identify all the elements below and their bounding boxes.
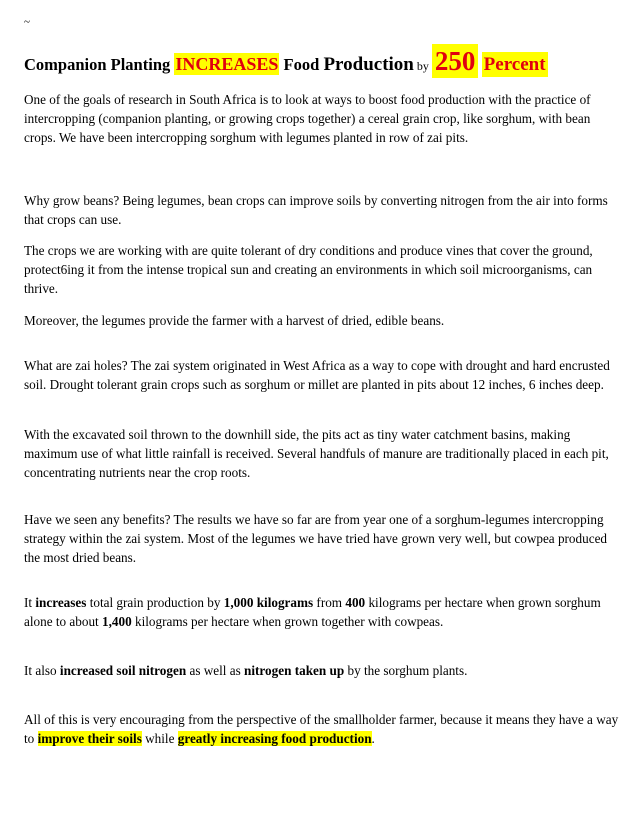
p8-text-i: kilograms per hectare when grown together with cowpeas. <box>131 614 444 629</box>
p8-1000-kg: 1,000 kilograms <box>223 595 314 610</box>
paragraph-zai-holes: What are zai holes? The zai system originated in West Africa as a way to cope with drought and hard encrusted soil. Drought tolerant grain crops such as sorghum or millet are planted in pits about 12 inches, 6 inches deep. <box>24 358 610 392</box>
paragraph-intro: One of the goals of research in South Africa is to look at ways to boost food production with the practice of intercropping (companion planting, or growing crops together) a cereal grain crop, like sorghum, with bean crops. We have been intercropping sorghum with legumes planted in row of zai pits. <box>24 92 591 145</box>
title-percent: Percent <box>483 54 546 75</box>
p8-text-a: It <box>24 595 36 610</box>
paragraph-dried-beans: Moreover, the legumes provide the farmer with a harvest of dried, edible beans. <box>24 313 445 328</box>
title-by: by <box>413 59 432 73</box>
p9-text-a: It also <box>24 663 60 678</box>
paragraph-encouraging <box>24 710 624 748</box>
paragraph-tolerant-crops: The crops we are working with are quite tolerant of dry conditions and produce vines that cover the ground, protect6ing it from the intense tropical sun and creating an environments in which soil microorganisms, can thrive. <box>24 243 593 296</box>
title-food: Food <box>279 55 324 74</box>
paragraph-grain-increase <box>24 593 624 631</box>
paragraph-benefits: Have we seen any benefits? The results we have so far are from year one of a sorghum-legumes intercropping strategy within the zai system. Most of the legumes we have tried have grown very well, but cowpea produced the most dried beans. <box>24 512 608 565</box>
p8-text-g: kilograms per hectare when grown sorghum alone to about <box>24 595 601 629</box>
title-number: 250 <box>432 44 479 78</box>
p8-1400: 1,400 <box>102 614 132 629</box>
document-title <box>24 44 548 83</box>
p9-nitrogen-taken-up: nitrogen taken up <box>244 663 345 678</box>
p8-increases: increases <box>35 595 87 610</box>
title-production: Production <box>323 54 414 75</box>
p9-text-c: as well as <box>186 663 245 678</box>
title-part-1: Companion Planting <box>24 55 175 74</box>
p8-text-c: total grain production by <box>86 595 224 610</box>
tilde-mark: ~ <box>24 16 30 28</box>
paragraph-why-beans: Why grow beans? Being legumes, bean crops can improve soils by converting nitrogen from the air into forms that crops can use. <box>24 193 608 227</box>
p9-increased-soil-nitrogen: increased soil nitrogen <box>59 663 187 678</box>
p8-text-e: from <box>313 595 346 610</box>
paragraph-excavated-soil: With the excavated soil thrown to the downhill side, the pits act as tiny water catchment basins, making maximum use of what little rainfall is received. Several handfuls of manure are traditionally placed in each pit, concentrating nutrients near the crop roots. <box>24 427 609 480</box>
paragraph-soil-nitrogen <box>24 661 624 680</box>
p10-text-c: while <box>141 731 178 746</box>
p10-food-production: greatly increasing food production <box>177 731 372 746</box>
p8-400: 400 <box>345 595 366 610</box>
p10-text-a: All of this is very encouraging from the perspective of the smallholder farmer, because it means they have a way to <box>24 712 619 746</box>
p10-text-e: . <box>371 731 375 746</box>
p10-improve-soils: improve their soils <box>37 731 142 746</box>
title-increases: INCREASES <box>175 54 279 74</box>
p9-text-e: by the sorghum plants. <box>344 663 468 678</box>
